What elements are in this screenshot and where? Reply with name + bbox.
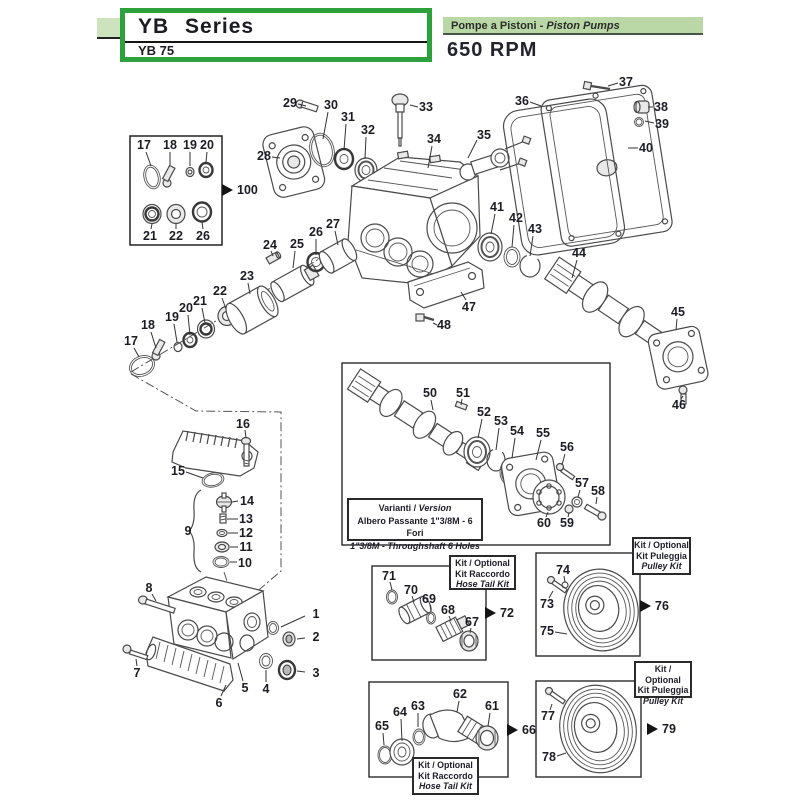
category-band bbox=[443, 17, 703, 35]
part-callout-32: 32 bbox=[361, 123, 375, 137]
part-callout-30: 30 bbox=[324, 98, 338, 112]
part-callout-55: 55 bbox=[536, 426, 550, 440]
part-callout-36: 36 bbox=[515, 94, 529, 108]
part-57-washer bbox=[572, 497, 582, 507]
part-callout-17: 17 bbox=[124, 334, 138, 348]
part-45-flange bbox=[647, 325, 710, 391]
part-callout-21: 21 bbox=[193, 294, 207, 308]
leader-line-41 bbox=[491, 214, 495, 234]
category-label-en: Piston Pumps bbox=[546, 20, 620, 32]
part-61-nut bbox=[476, 726, 498, 750]
part-callout-13: 13 bbox=[239, 512, 253, 526]
part-callout-48: 48 bbox=[437, 318, 451, 332]
part-callout-20: 20 bbox=[200, 138, 214, 152]
part-callout-29: 29 bbox=[283, 96, 297, 110]
part-callout-46: 46 bbox=[672, 398, 686, 412]
leader-line-53 bbox=[496, 428, 499, 450]
leader-line-15 bbox=[186, 472, 203, 478]
leader-line-54 bbox=[512, 438, 515, 458]
part-callout-100: 100 bbox=[237, 183, 258, 197]
part-callout-66: 66 bbox=[522, 723, 536, 737]
variant-note-box bbox=[347, 498, 483, 551]
variant-note-line1: Varianti / Version bbox=[378, 503, 452, 513]
part-11-seat bbox=[215, 542, 229, 552]
part-67-nut bbox=[460, 631, 478, 651]
leader-line-71 bbox=[390, 582, 392, 590]
part-callout-63: 63 bbox=[411, 699, 425, 713]
part-callout-33: 33 bbox=[419, 100, 433, 114]
part-60-hub-cap bbox=[533, 480, 565, 514]
part-callout-4: 4 bbox=[262, 682, 270, 696]
part-35-conrod-assembly bbox=[460, 136, 531, 180]
leader-line-2 bbox=[297, 638, 305, 639]
part-25-plunger bbox=[268, 261, 321, 304]
part-callout-42: 42 bbox=[509, 211, 523, 225]
leader-line-61 bbox=[488, 713, 490, 726]
part-33-dipstick bbox=[392, 94, 408, 146]
leader-line-7 bbox=[136, 659, 137, 666]
part-callout-45: 45 bbox=[671, 305, 685, 319]
part-4-rings bbox=[260, 654, 273, 669]
leader-line-62 bbox=[457, 701, 459, 712]
part-callout-7: 7 bbox=[133, 666, 141, 680]
hose-kit-1-label: Kit / Optional Kit Raccordo Hose Tail Kit bbox=[449, 555, 516, 590]
part-callout-18: 18 bbox=[163, 138, 177, 152]
part-64-fitting bbox=[390, 739, 414, 765]
leader-line-65 bbox=[383, 733, 384, 745]
part-callout-19: 19 bbox=[183, 138, 197, 152]
part-callout-9: 9 bbox=[184, 524, 192, 538]
leader-line-17 bbox=[134, 348, 139, 357]
kit-arrow-icon bbox=[647, 723, 658, 735]
part-5-pump-head bbox=[168, 577, 268, 659]
leader-line-52 bbox=[478, 419, 482, 438]
part-callout-31: 31 bbox=[341, 110, 355, 124]
variant-note-line2: Albero Passante 1"3/8M - 6 Fori bbox=[357, 515, 473, 538]
part-callout-78: 78 bbox=[542, 750, 556, 764]
part-callout-64: 64 bbox=[393, 705, 407, 719]
leader-line-57 bbox=[578, 490, 580, 497]
part-callout-14: 14 bbox=[240, 494, 254, 508]
part-callout-19: 19 bbox=[165, 310, 179, 324]
part-callout-68: 68 bbox=[441, 603, 455, 617]
section-boundary-line bbox=[131, 374, 281, 600]
part-77-bolt bbox=[546, 688, 566, 704]
part-43-snap-ring bbox=[520, 255, 540, 277]
part-callout-12: 12 bbox=[239, 526, 253, 540]
part-callout-25: 25 bbox=[290, 237, 304, 251]
part-callout-44: 44 bbox=[572, 246, 586, 260]
part-callout-1: 1 bbox=[312, 607, 320, 621]
leader-line-32 bbox=[365, 137, 366, 159]
leader-line-16 bbox=[245, 430, 246, 438]
kit-arrow-icon bbox=[485, 607, 496, 619]
part-52-bearing bbox=[464, 437, 490, 467]
part-callout-43: 43 bbox=[528, 222, 542, 236]
part-callout-15: 15 bbox=[171, 464, 185, 478]
part-callout-75: 75 bbox=[540, 624, 554, 638]
part-callout-61: 61 bbox=[485, 699, 499, 713]
part-callout-51: 51 bbox=[456, 386, 470, 400]
hose-kit-2-label: Kit / Optional Kit Raccordo Hose Tail Kit bbox=[412, 757, 479, 795]
part-callout-35: 35 bbox=[477, 128, 491, 142]
part-3-cap bbox=[279, 661, 295, 679]
part-callout-70: 70 bbox=[404, 583, 418, 597]
part-callout-23: 23 bbox=[240, 269, 254, 283]
part-callout-34: 34 bbox=[427, 132, 441, 146]
part-31-seal bbox=[335, 149, 353, 169]
part-callout-2: 2 bbox=[312, 630, 320, 644]
part-callout-76: 76 bbox=[655, 599, 669, 613]
variant-note-line3: 1"3/8M - Throughshaft 6 Holes bbox=[350, 540, 480, 551]
series-frame bbox=[120, 8, 432, 62]
part-callout-17: 17 bbox=[137, 138, 151, 152]
part-69-washer bbox=[427, 612, 436, 624]
leader-line-75 bbox=[555, 632, 567, 634]
part-callout-26: 26 bbox=[196, 229, 210, 243]
part-callout-58: 58 bbox=[591, 484, 605, 498]
part-callout-16: 16 bbox=[236, 417, 250, 431]
pulley-kit-1-label: Kit / Optional Kit Puleggia Pulley Kit bbox=[632, 537, 691, 575]
kit-arrow-icon bbox=[507, 724, 518, 736]
part-callout-65: 65 bbox=[375, 719, 389, 733]
part-callout-62: 62 bbox=[453, 687, 467, 701]
part-callout-72: 72 bbox=[500, 606, 514, 620]
part-callout-21: 21 bbox=[143, 229, 157, 243]
leader-line-43 bbox=[530, 236, 533, 256]
leader-line-37 bbox=[608, 83, 618, 86]
part-callout-41: 41 bbox=[490, 200, 504, 214]
kit-arrow-icon bbox=[640, 600, 651, 612]
part-callout-60: 60 bbox=[537, 516, 551, 530]
part-59-nut bbox=[565, 505, 573, 513]
part-7-bolt bbox=[123, 645, 148, 659]
pulley-kit-2-label: Kit / Optional Kit Puleggia Pulley Kit bbox=[634, 661, 692, 698]
part-37-bolt bbox=[583, 81, 610, 89]
leader-line-58 bbox=[596, 497, 597, 504]
part-callout-6: 6 bbox=[215, 696, 223, 710]
part-21b-seal bbox=[198, 320, 215, 338]
leader-line-8 bbox=[152, 594, 156, 601]
part-callout-59: 59 bbox=[560, 516, 574, 530]
leader-line-33 bbox=[410, 105, 418, 107]
leader-line-25 bbox=[293, 251, 295, 268]
part-callout-57: 57 bbox=[575, 476, 589, 490]
part-callout-26: 26 bbox=[309, 225, 323, 239]
part-63-washer bbox=[413, 729, 425, 745]
speed-label: 650 RPM bbox=[447, 39, 538, 61]
part-20b-ring bbox=[184, 333, 197, 347]
part-callout-20: 20 bbox=[179, 301, 193, 315]
part-24-pin bbox=[266, 251, 282, 264]
page-title: YB Series bbox=[125, 13, 427, 43]
leader-line-3 bbox=[297, 671, 305, 672]
part-callout-67: 67 bbox=[465, 615, 479, 629]
part-callout-54: 54 bbox=[510, 424, 524, 438]
part-callout-10: 10 bbox=[238, 556, 252, 570]
header-green-tab bbox=[97, 18, 120, 39]
part-callout-18: 18 bbox=[141, 318, 155, 332]
part-callout-52: 52 bbox=[477, 405, 491, 419]
part-callout-8: 8 bbox=[145, 581, 153, 595]
part-78-pulley bbox=[552, 678, 645, 780]
leader-line-36 bbox=[530, 102, 541, 106]
leader-line-31 bbox=[344, 124, 346, 150]
kit-arrow-icon bbox=[222, 184, 233, 196]
part-callout-37: 37 bbox=[619, 75, 633, 89]
part-2-plug bbox=[283, 632, 295, 646]
leader-line-42 bbox=[512, 225, 514, 247]
part-callout-50: 50 bbox=[423, 386, 437, 400]
part-callout-11: 11 bbox=[239, 540, 253, 554]
leader-line-78 bbox=[557, 753, 566, 756]
part-1-ring bbox=[268, 622, 279, 635]
part-38-plug bbox=[634, 101, 649, 113]
part-42-shim bbox=[504, 247, 520, 267]
part-13-spring bbox=[220, 514, 226, 523]
leader-line-5 bbox=[238, 663, 243, 681]
part-callout-71: 71 bbox=[382, 569, 396, 583]
part-48-bolt bbox=[416, 314, 434, 321]
leader-line-45 bbox=[676, 319, 677, 330]
part-callout-56: 56 bbox=[560, 440, 574, 454]
part-callout-77: 77 bbox=[541, 709, 555, 723]
part-callout-73: 73 bbox=[540, 597, 554, 611]
leader-line-18 bbox=[151, 332, 156, 348]
part-14-valve bbox=[217, 493, 232, 512]
part-callout-40: 40 bbox=[639, 141, 653, 155]
part-callout-28: 28 bbox=[257, 149, 271, 163]
part-callout-53: 53 bbox=[494, 414, 508, 428]
part-callout-3: 3 bbox=[312, 666, 320, 680]
leader-line-56 bbox=[562, 454, 565, 465]
part-12-washer bbox=[217, 530, 227, 537]
category-label-it: Pompe a Pistoni - bbox=[451, 20, 547, 32]
part-29-bolt bbox=[296, 100, 318, 112]
leader-line-14 bbox=[232, 501, 238, 502]
part-callout-74: 74 bbox=[556, 563, 570, 577]
leader-line-35 bbox=[468, 140, 477, 158]
part-callout-39: 39 bbox=[655, 117, 669, 131]
part-10-oring bbox=[213, 557, 229, 568]
part-71-oring bbox=[387, 590, 398, 604]
part-callout-5: 5 bbox=[241, 681, 249, 695]
part-callout-79: 79 bbox=[662, 722, 676, 736]
part-74-washer bbox=[562, 582, 568, 588]
leader-line-50 bbox=[431, 400, 433, 410]
leader-line-1 bbox=[281, 616, 305, 627]
model-label: YB 75 bbox=[138, 43, 175, 58]
part-callout-69: 69 bbox=[422, 592, 436, 606]
part-58-bolt bbox=[585, 504, 607, 520]
leader-line-19 bbox=[174, 324, 177, 342]
leader-line-64 bbox=[401, 719, 402, 741]
part-callout-24: 24 bbox=[263, 238, 277, 252]
part-56-bolt bbox=[557, 464, 575, 480]
part-callout-22: 22 bbox=[213, 284, 227, 298]
part-callout-38: 38 bbox=[654, 100, 668, 114]
part-41-bearing bbox=[478, 233, 502, 261]
part-callout-22: 22 bbox=[169, 229, 183, 243]
part-callout-47: 47 bbox=[462, 300, 476, 314]
part-callout-27: 27 bbox=[326, 217, 340, 231]
